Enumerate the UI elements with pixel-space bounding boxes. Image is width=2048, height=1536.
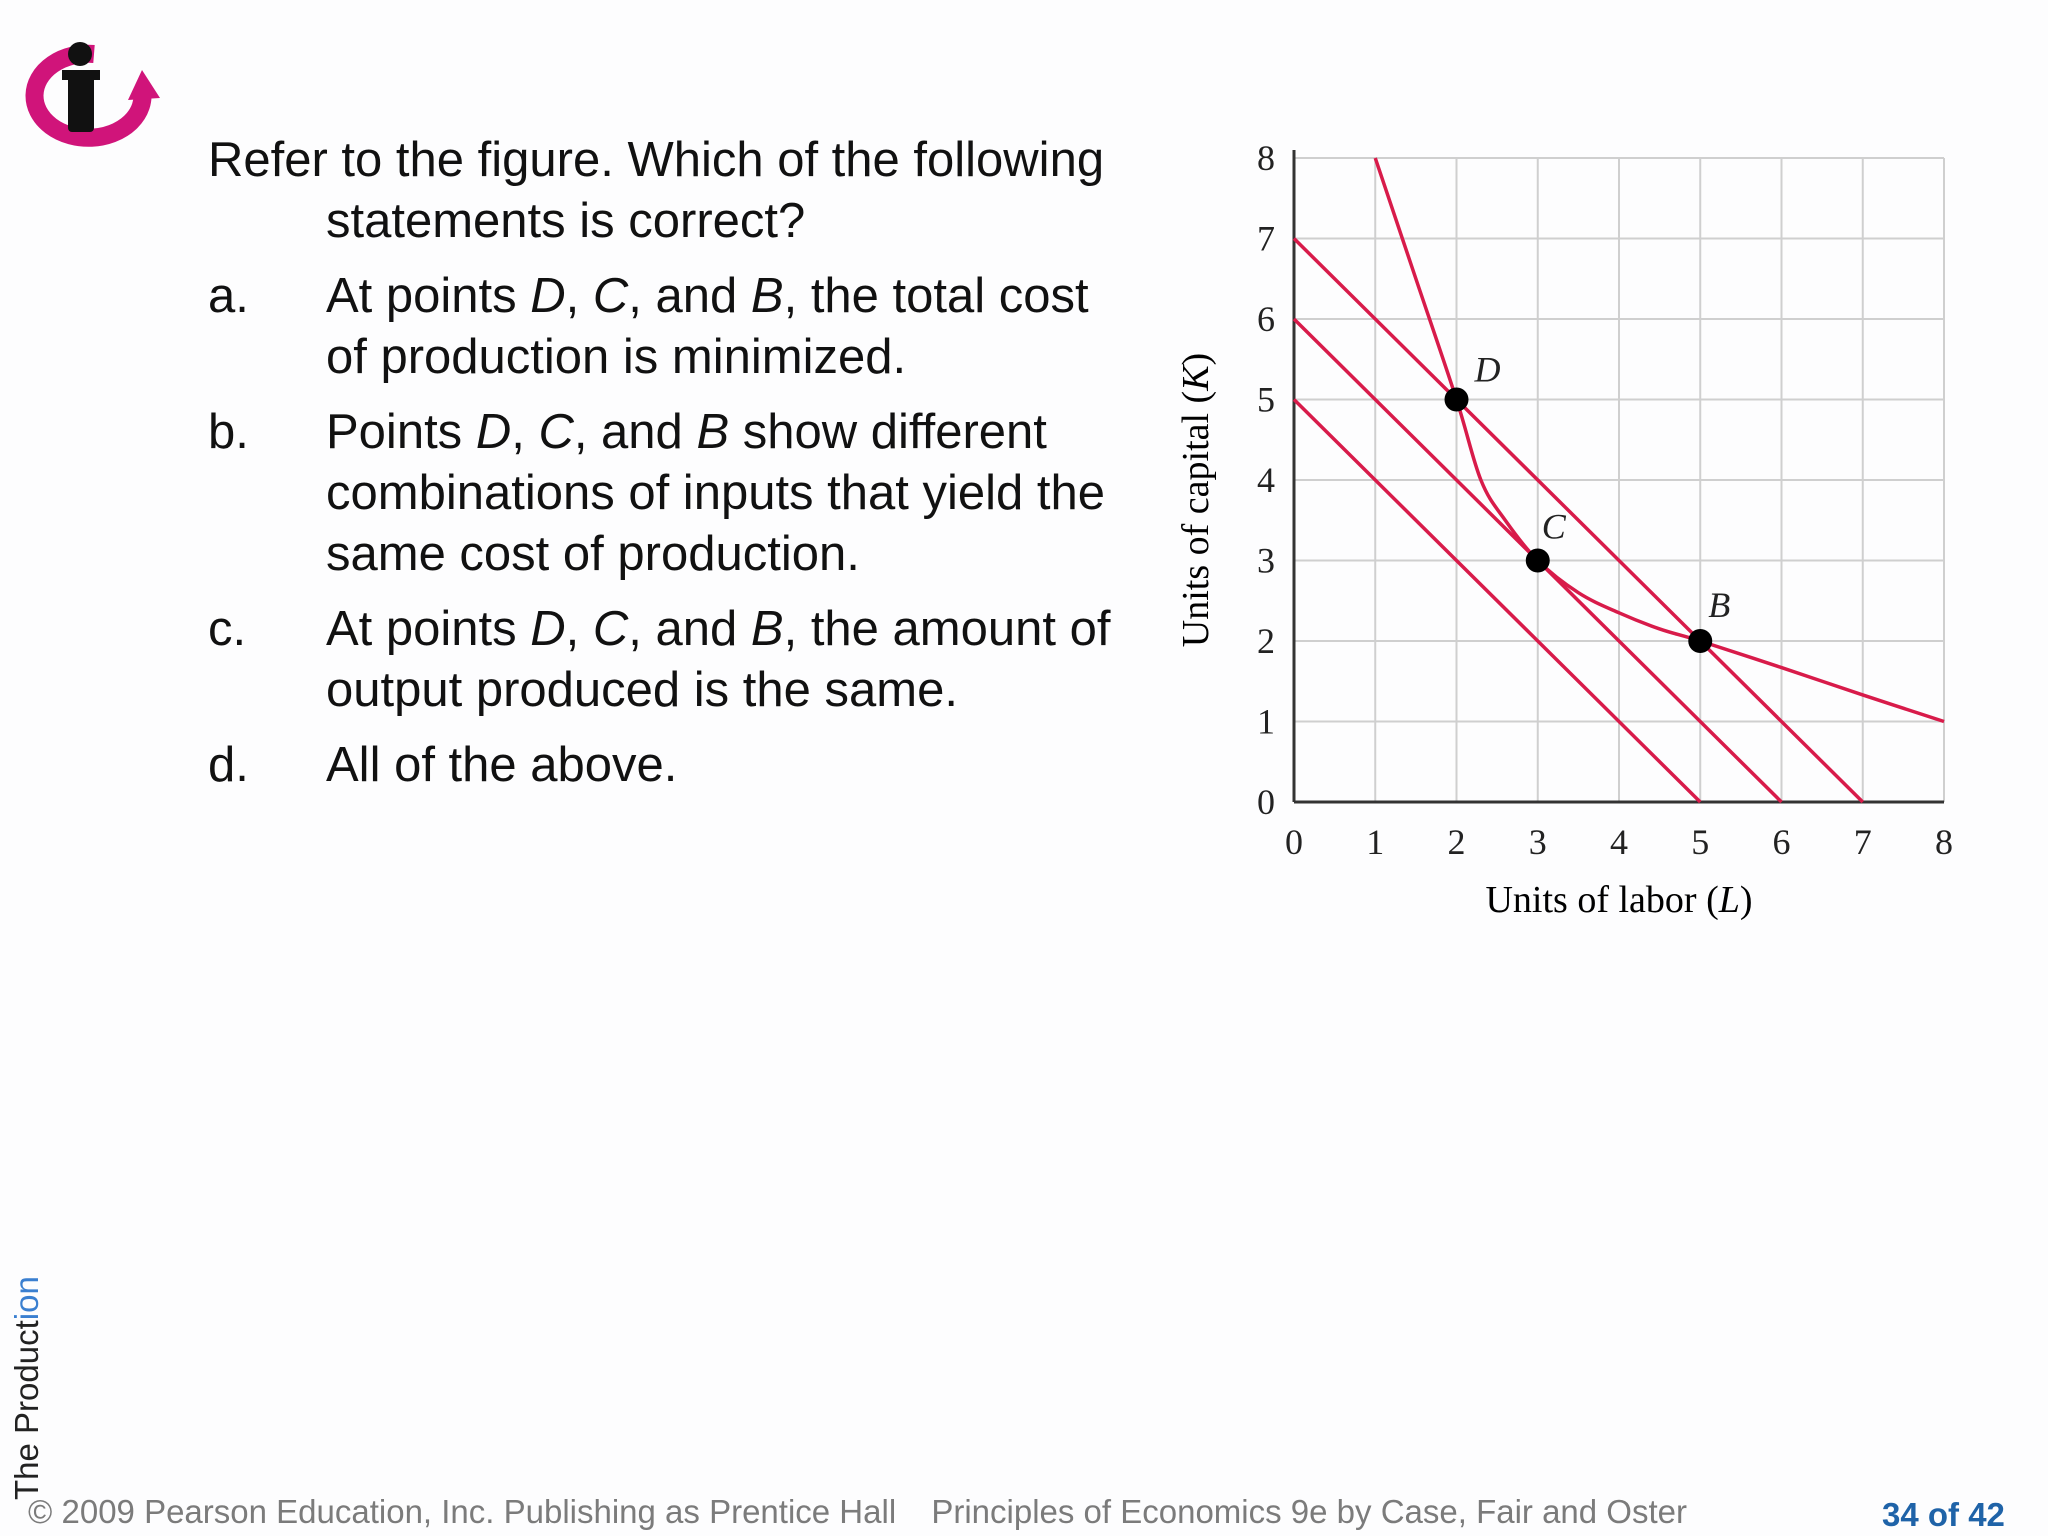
x-tick-label: 0 (1285, 822, 1303, 862)
chart-ticks (1257, 138, 1953, 862)
point-label: C (592, 602, 629, 656)
side-text-main: The Product (8, 1320, 45, 1500)
option-text: , and (628, 602, 751, 656)
option-text: At points (326, 269, 531, 323)
y-tick-label: 4 (1257, 460, 1275, 500)
copyright-text: © 2009 Pearson Education, Inc. Publishing as Prentice Hall (28, 1493, 897, 1530)
option-text: , and (628, 269, 751, 323)
y-axis-label: Units of capital (K) (1175, 352, 1217, 648)
option-text: , (565, 602, 593, 656)
point-label: D (530, 269, 566, 323)
option-text: Points (326, 405, 476, 459)
option-b[interactable] (208, 402, 1168, 585)
point-label-b: B (1708, 585, 1731, 625)
question-stem-line2: statements is correct? (326, 194, 806, 248)
question-block (208, 130, 1168, 796)
y-tick-label: 1 (1257, 701, 1275, 742)
x-tick-label: 6 (1772, 822, 1791, 862)
isocost-5-line (1294, 400, 1700, 803)
y-tick-label: 6 (1257, 299, 1275, 339)
option-text: , the amount of (783, 602, 1111, 656)
option-text: At points (326, 602, 531, 656)
chart-grid (1294, 158, 1944, 802)
x-tick-label: 4 (1610, 822, 1628, 862)
page-counter: 34 of 42 (1882, 1496, 2005, 1533)
isocost-7-line (1294, 239, 1863, 803)
option-text: of production is minimized. (326, 330, 907, 384)
isoquant-curve (1375, 158, 1944, 722)
isocost-isoquant-chart (1170, 130, 1960, 930)
option-letter: a. (208, 269, 249, 323)
point-label: D (475, 405, 512, 459)
y-tick-label: 2 (1257, 621, 1275, 661)
y-tick-label: 3 (1257, 540, 1275, 581)
point-label-c: C (1541, 506, 1566, 547)
option-text: , and (573, 405, 697, 459)
info-person-icon (24, 40, 174, 160)
y-tick-label: 5 (1257, 379, 1275, 420)
point-label: C (592, 269, 629, 323)
point-label: D (530, 602, 566, 656)
option-text: same cost of production. (326, 527, 860, 581)
point-c (1526, 549, 1550, 573)
side-text-highlight: ion (8, 1276, 45, 1321)
footer (28, 1493, 1748, 1531)
x-tick-label: 3 (1528, 822, 1547, 862)
option-text: , (511, 405, 539, 459)
question-stem (208, 130, 1168, 252)
x-tick-label: 5 (1691, 822, 1710, 862)
point-d (1445, 388, 1469, 412)
option-text: output produced is the same. (326, 663, 958, 717)
book-title: Principles of Economics 9e by Case, Fair and Oster (931, 1493, 1687, 1530)
side-vertical-text (8, 1100, 46, 1500)
y-tick-label: 8 (1257, 138, 1275, 178)
question-stem-line1: Refer to the figure. Which of the following (208, 133, 1105, 187)
y-tick-label: 0 (1257, 782, 1275, 822)
option-text: show different (729, 405, 1047, 459)
point-label: B (750, 269, 784, 323)
option-d[interactable] (208, 735, 1168, 796)
option-letter: b. (208, 405, 249, 459)
point-label: B (696, 405, 730, 459)
option-letter: c. (208, 602, 247, 656)
x-tick-label: 1 (1366, 822, 1385, 862)
option-text: , the total cost (783, 269, 1089, 323)
x-tick-label: 2 (1447, 822, 1466, 862)
x-axis-label: Units of labor (L) (1485, 879, 1753, 921)
point-label: C (538, 405, 574, 459)
x-tick-label: 7 (1853, 822, 1872, 862)
option-text: All of the above. (326, 738, 678, 792)
point-b (1688, 629, 1712, 653)
option-a[interactable] (208, 266, 1168, 388)
option-text: , (565, 269, 593, 323)
option-c[interactable] (208, 599, 1168, 721)
x-tick-label: 8 (1935, 822, 1953, 862)
y-tick-label: 7 (1257, 218, 1275, 259)
option-text: combinations of inputs that yield the (326, 466, 1106, 520)
option-letter: d. (208, 738, 249, 792)
point-label: B (750, 602, 784, 656)
point-label-d: D (1474, 349, 1501, 390)
